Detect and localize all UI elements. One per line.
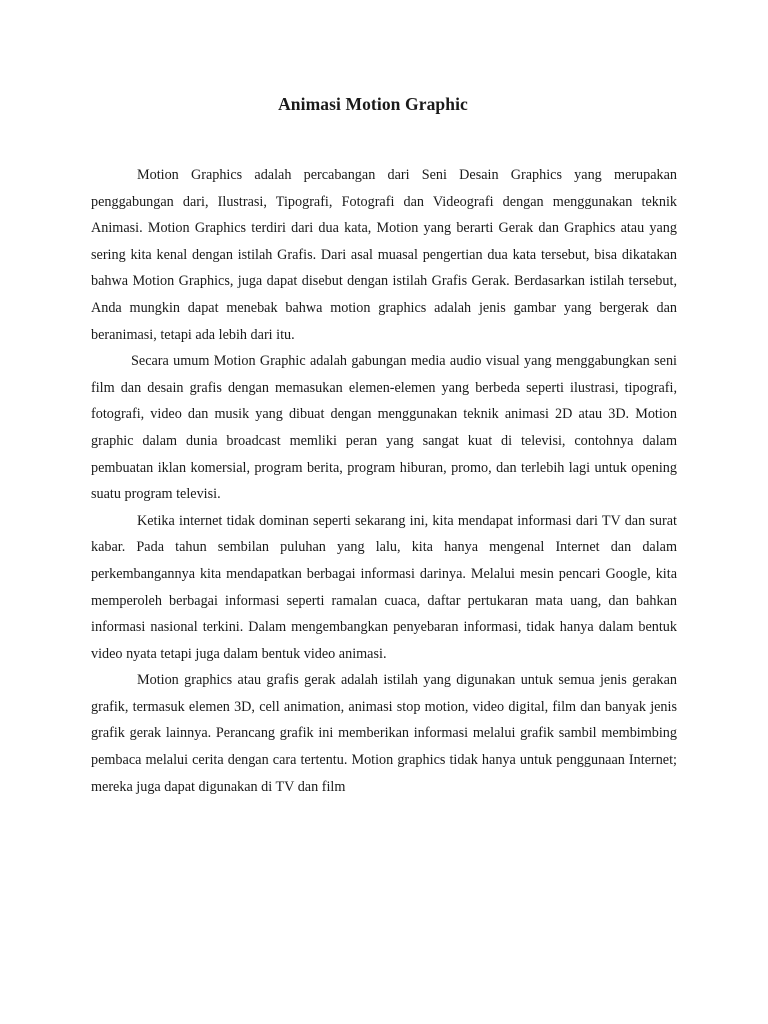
document-body [91,162,677,800]
paragraph-2: Secara umum Motion Graphic adalah gabungan media audio visual yang menggabungkan seni film dan desain grafis dengan memasukan elemen-elemen yang berbeda seperti ilustrasi, tipografi, fotografi, video dan musik yang dibuat dengan menggunakan teknik animasi 2D atau 3D. Motion graphic dalam dunia broadcast memliki peran yang sangat kuat di televisi, contohnya dalam pembuatan iklan komersial, program berita, program hiburan, promo, dan terlebih lagi untuk opening suatu program televisi. [91,353,677,503]
paragraph-4: Motion graphics atau grafis gerak adalah istilah yang digunakan untuk semua jenis gerakan grafik, termasuk elemen 3D, cell animation, animasi stop motion, video digital, film dan banyak jenis grafik gerak lainnya. Perancang grafik ini memberikan informasi melalui grafik sambil membimbing pembaca melalui cerita dengan cara tertentu. Motion graphics tidak hanya untuk penggunaan Internet; mereka juga dapat digunakan di TV dan film [91,672,677,795]
paragraph-3: Ketika internet tidak dominan seperti sekarang ini, kita mendapat informasi dari TV dan surat kabar. Pada tahun sembilan puluhan yang lalu, kita hanya mengenal Internet dan dalam perkembangannya kita mendapatkan berbagai informasi darinya. Melalui mesin pencari Google, kita memperoleh berbagai informasi seperti ramalan cuaca, daftar pertukaran mata uang, dan bahkan informasi nasional terkini. Dalam mengembangkan penyebaran informasi, tidak hanya dalam bentuk video nyata tetapi juga dalam bentuk video animasi. [91,512,677,662]
document-title: Animasi Motion Graphic [278,94,468,114]
paragraph-1: Motion Graphics adalah percabangan dari Seni Desain Graphics yang merupakan penggabungan dari, Ilustrasi, Tipografi, Fotografi dan Videografi dengan menggunakan teknik Animasi. Motion Graphics terdiri dari dua kata, Motion yang berarti Gerak dan Graphics atau yang sering kita kenal dengan istilah Grafis. Dari asal muasal pengertian dua kata tersebut, bisa dikatakan bahwa Motion Graphics, juga dapat disebut dengan istilah Grafis Gerak. Berdasarkan istilah tersebut, Anda mungkin dapat menebak bahwa motion graphics adalah jenis gambar yang bergerak dan beranimasi, tetapi ada lebih dari itu. [91,167,677,343]
